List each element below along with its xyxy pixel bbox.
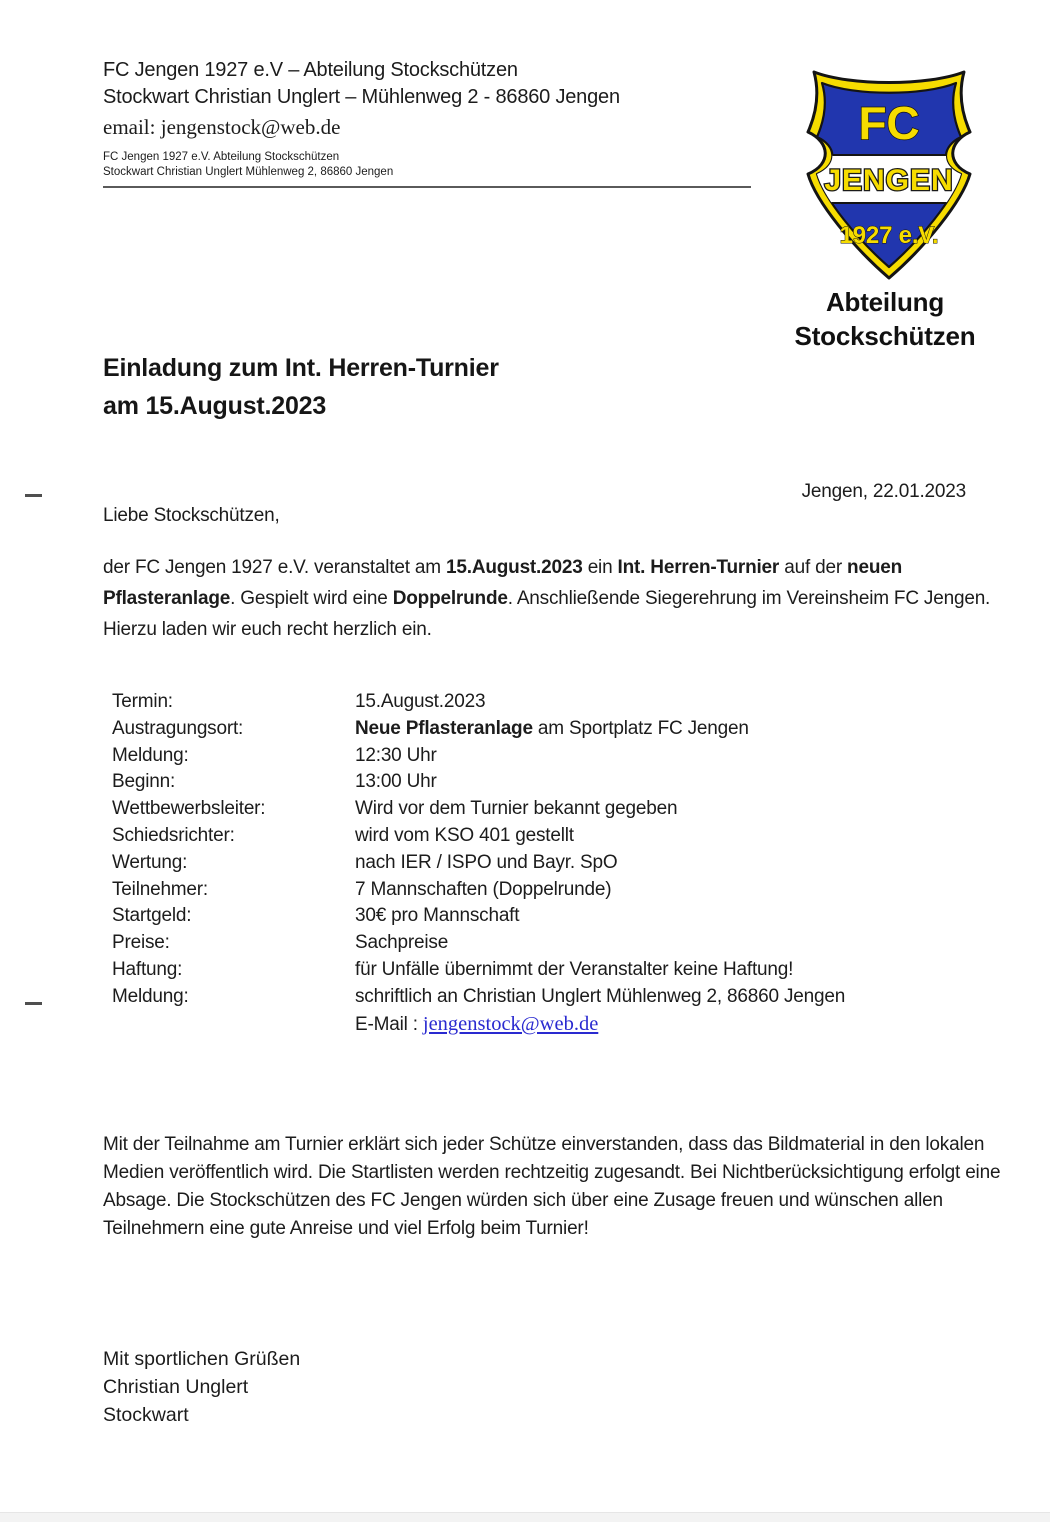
table-row: Meldung: 12:30 Uhr [112,744,437,766]
sender-header [103,57,620,141]
signature-role: Stockwart [103,1404,189,1426]
table-row: Schiedsrichter: wird vom KSO 401 gestellt [112,824,574,846]
table-row: Beginn: 13:00 Uhr [112,771,437,793]
table-row: Austragungsort: Neue Pflasteranlage am Sportplatz FC Jengen [112,717,749,739]
reference-line-1: FC Jengen 1927 e.V. Abteilung Stockschützen [103,151,340,163]
bold-tournament: Int. Herren-Turnier [617,557,780,578]
fold-mark-top [25,494,42,497]
salutation: Liebe Stockschützen, [103,505,280,526]
signature-greeting: Mit sportlichen Grüßen [103,1348,301,1370]
table-row: Meldung: schriftlich an Christian Unglert Mühlenweg 2, 86860 Jengen [112,985,846,1007]
place-date-line: Jengen, 22.01.2023 [801,481,966,502]
table-row: Teilnehmer: 7 Mannschaften (Doppelrunde) [112,878,612,900]
reference-line-2: Stockwart Christian Unglert Mühlenweg 2, 86860 Jengen [103,166,394,178]
bold-mode: Doppelrunde [392,588,508,609]
table-row: Startgeld: 30€ pro Mannschaft [112,905,520,927]
bold-venue: neuen Pflasteranlage [103,557,902,609]
sender-line-1: FC Jengen 1927 e.V – Abteilung Stockschützen [103,59,518,81]
page-bottom-edge [0,1512,1050,1522]
crest-initials: FC [858,97,920,149]
reference-block [103,150,751,188]
signature-name: Christian Unglert [103,1376,249,1398]
crest-founding-year: 1927 e.V. [839,222,939,249]
table-row-email: E-Mail : jengenstock@web.de [355,1012,599,1035]
signature-block [103,1345,300,1429]
table-row: Wertung: nach IER / ISPO und Bayr. SpO [112,851,618,873]
table-row: Haftung: für Unfälle übernimmt der Veranstalter keine Haftung! [112,958,794,980]
table-row: Termin: 15.August.2023 [112,691,486,712]
tournament-details-table [112,689,845,1038]
sender-email-line: email: jengenstock@web.de [103,115,341,139]
sender-line-2: Stockwart Christian Unglert – Mühlenweg 2 - 86860 Jengen [103,86,620,108]
logo-caption [780,285,990,353]
closing-paragraph: Mit der Teilnahme am Turnier erklärt sich jeder Schütze einverstanden, dass das Bildmaterial in den lokalen Medien veröffentlich wird. Die Startlisten werden rechtzeitig zugesandt. Bei Nichtberücksichtigung erfolgt eine Absage. Die Stockschützen des FC Jengen würden sich über eine Zusage freuen und wünschen allen Teilnehmern eine gute Anreise und viel Erfolg beim Turnier! [103,1134,1001,1239]
club-crest-logo [800,62,978,286]
intro-paragraph: der FC Jengen 1927 e.V. veranstaltet am 15.August.2023 ein Int. Herren-Turnier auf der neuen Pflasteranlage. Gespielt wird eine Doppelrunde. Anschließende Siegerehrung im Vereinsheim FC Jengen. Hierzu laden wir euch recht herzlich ein. [103,557,991,640]
table-row: Preise: Sachpreise [112,932,449,954]
logo-caption-line-1: Abteilung [825,287,945,317]
bold-date: 15.August.2023 [446,557,583,578]
logo-caption-line-2: Stockschützen [794,321,976,351]
table-row: Wettbewerbsleiter: Wird vor dem Turnier bekannt gegeben [112,798,678,820]
title-line-1: Einladung zum Int. Herren-Turnier [103,354,499,382]
document-title [103,349,499,425]
title-line-2: am 15.August.2023 [103,392,327,420]
fold-mark-bottom [25,1002,42,1005]
crest-club-name: JENGEN [824,164,954,197]
email-link[interactable]: jengenstock@web.de [422,1012,599,1035]
